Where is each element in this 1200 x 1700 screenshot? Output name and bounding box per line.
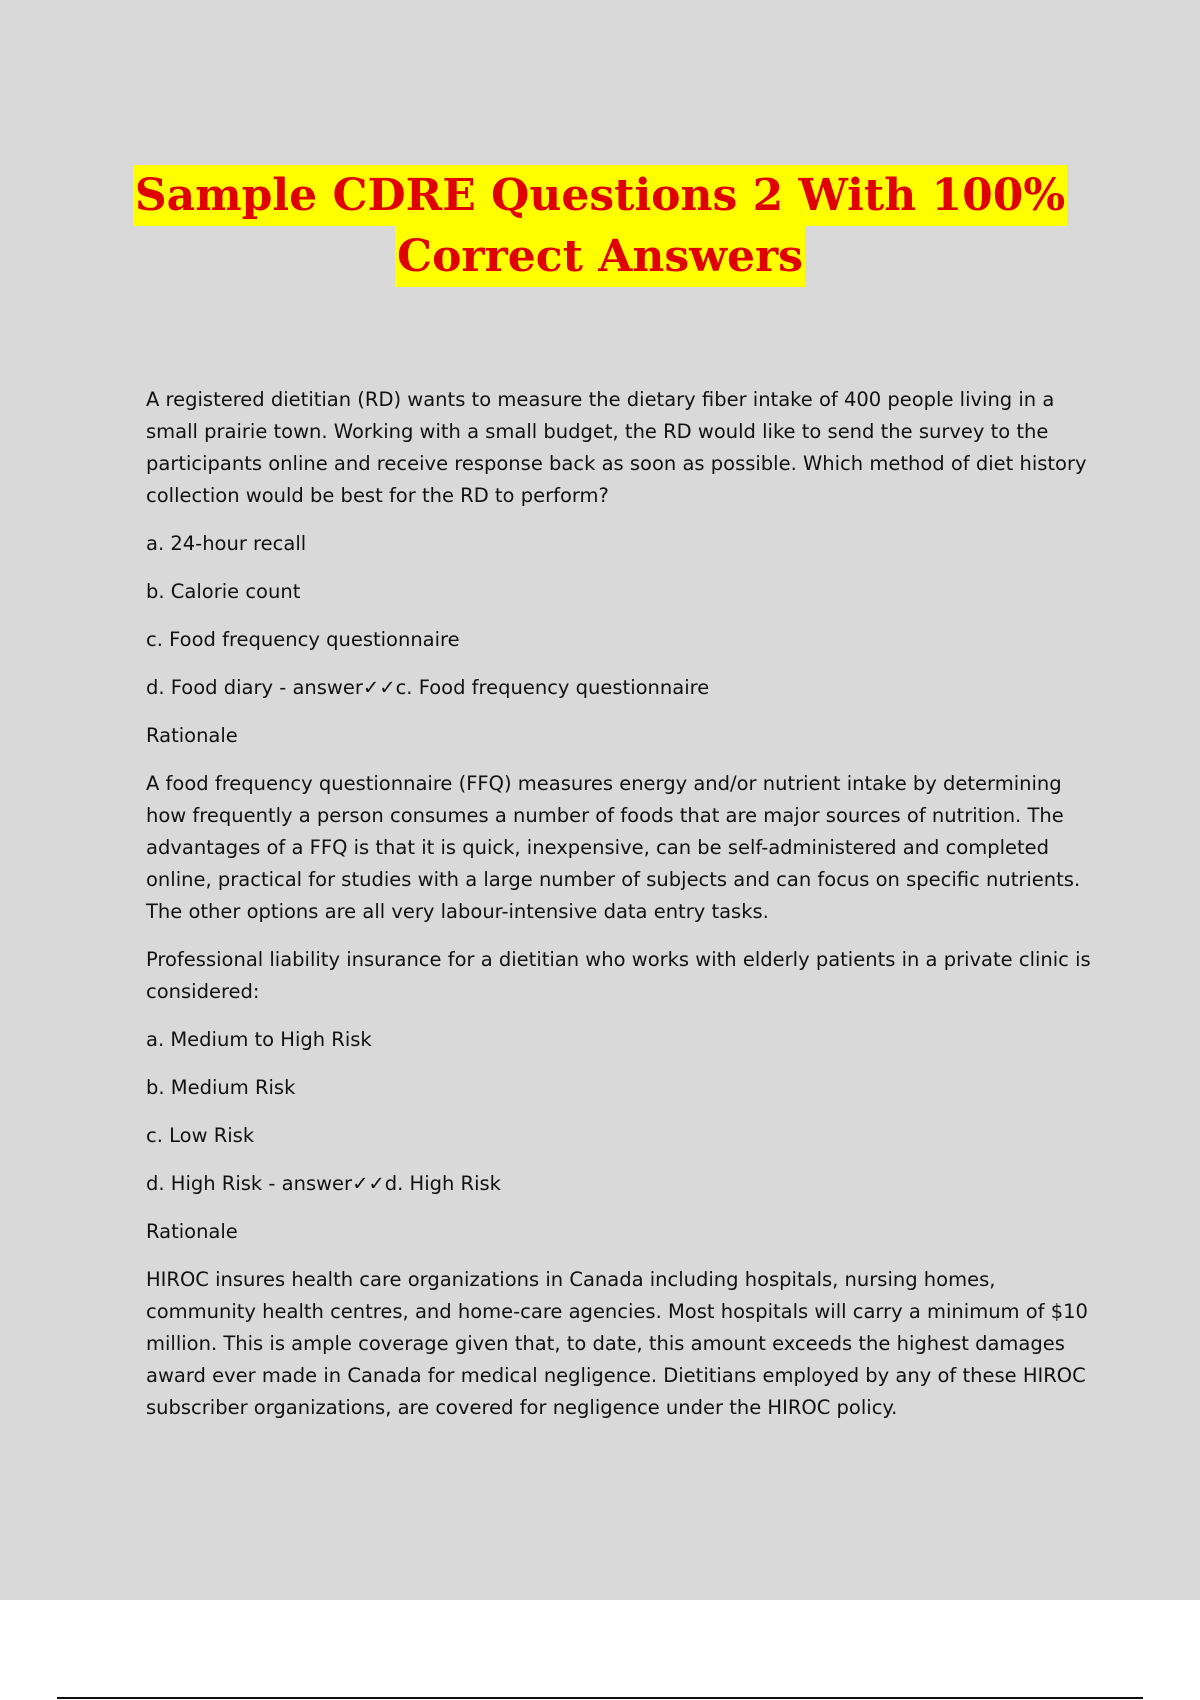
question-1-option-b: b. Calorie count xyxy=(146,580,301,603)
question-1-rationale-label: Rationale xyxy=(146,724,238,747)
question-2-option-d-answer: d. High Risk - answer✓✓d. High Risk xyxy=(146,1172,501,1195)
document-title xyxy=(0,165,1200,287)
footer-divider xyxy=(57,1697,1143,1699)
question-1-option-c: c. Food frequency questionnaire xyxy=(146,628,460,651)
question-1-option-a: a. 24-hour recall xyxy=(146,532,307,555)
question-1-text: A registered dietitian (RD) wants to measure the dietary fiber intake of 400 people living in a small prairie town. Working with a small budget, the RD would like to send the survey to the participants online and receive response back as soon as possible. Which method of diet history collection would be best for the RD to perform? xyxy=(146,388,1087,507)
document-body xyxy=(146,384,1096,1440)
question-2-text: Professional liability insurance for a dietitian who works with elderly patients in a private clinic is considered: xyxy=(146,948,1091,1003)
question-1-option-d-answer: d. Food diary - answer✓✓c. Food frequency questionnaire xyxy=(146,676,710,699)
title-line-1: Sample CDRE Questions 2 With 100% xyxy=(133,165,1067,226)
title-line-2: Correct Answers xyxy=(395,226,805,287)
question-2-option-c: c. Low Risk xyxy=(146,1124,255,1147)
question-2-rationale: HIROC insures health care organizations in Canada including hospitals, nursing homes, community health centres, and home-care agencies. Most hospitals will carry a minimum of $10 million. This is ample coverage given that, to date, this amount exceeds the highest damages award ever made in Canada for medical negligence. Dietitians employed by any of these HIROC subscriber organizations, are covered for negligence under the HIROC policy. xyxy=(146,1268,1088,1419)
question-2-option-b: b. Medium Risk xyxy=(146,1076,296,1099)
question-1-rationale: A food frequency questionnaire (FFQ) measures energy and/or nutrient intake by determining how frequently a person consumes a number of foods that are major sources of nutrition. The advantages of a FFQ is that it is quick, inexpensive, can be self-administered and completed online, practical for studies with a large number of subjects and can focus on specific nutrients. The other options are all very labour-intensive data entry tasks. xyxy=(146,772,1081,923)
question-2-option-a: a. Medium to High Risk xyxy=(146,1028,372,1051)
question-2-rationale-label: Rationale xyxy=(146,1220,238,1243)
